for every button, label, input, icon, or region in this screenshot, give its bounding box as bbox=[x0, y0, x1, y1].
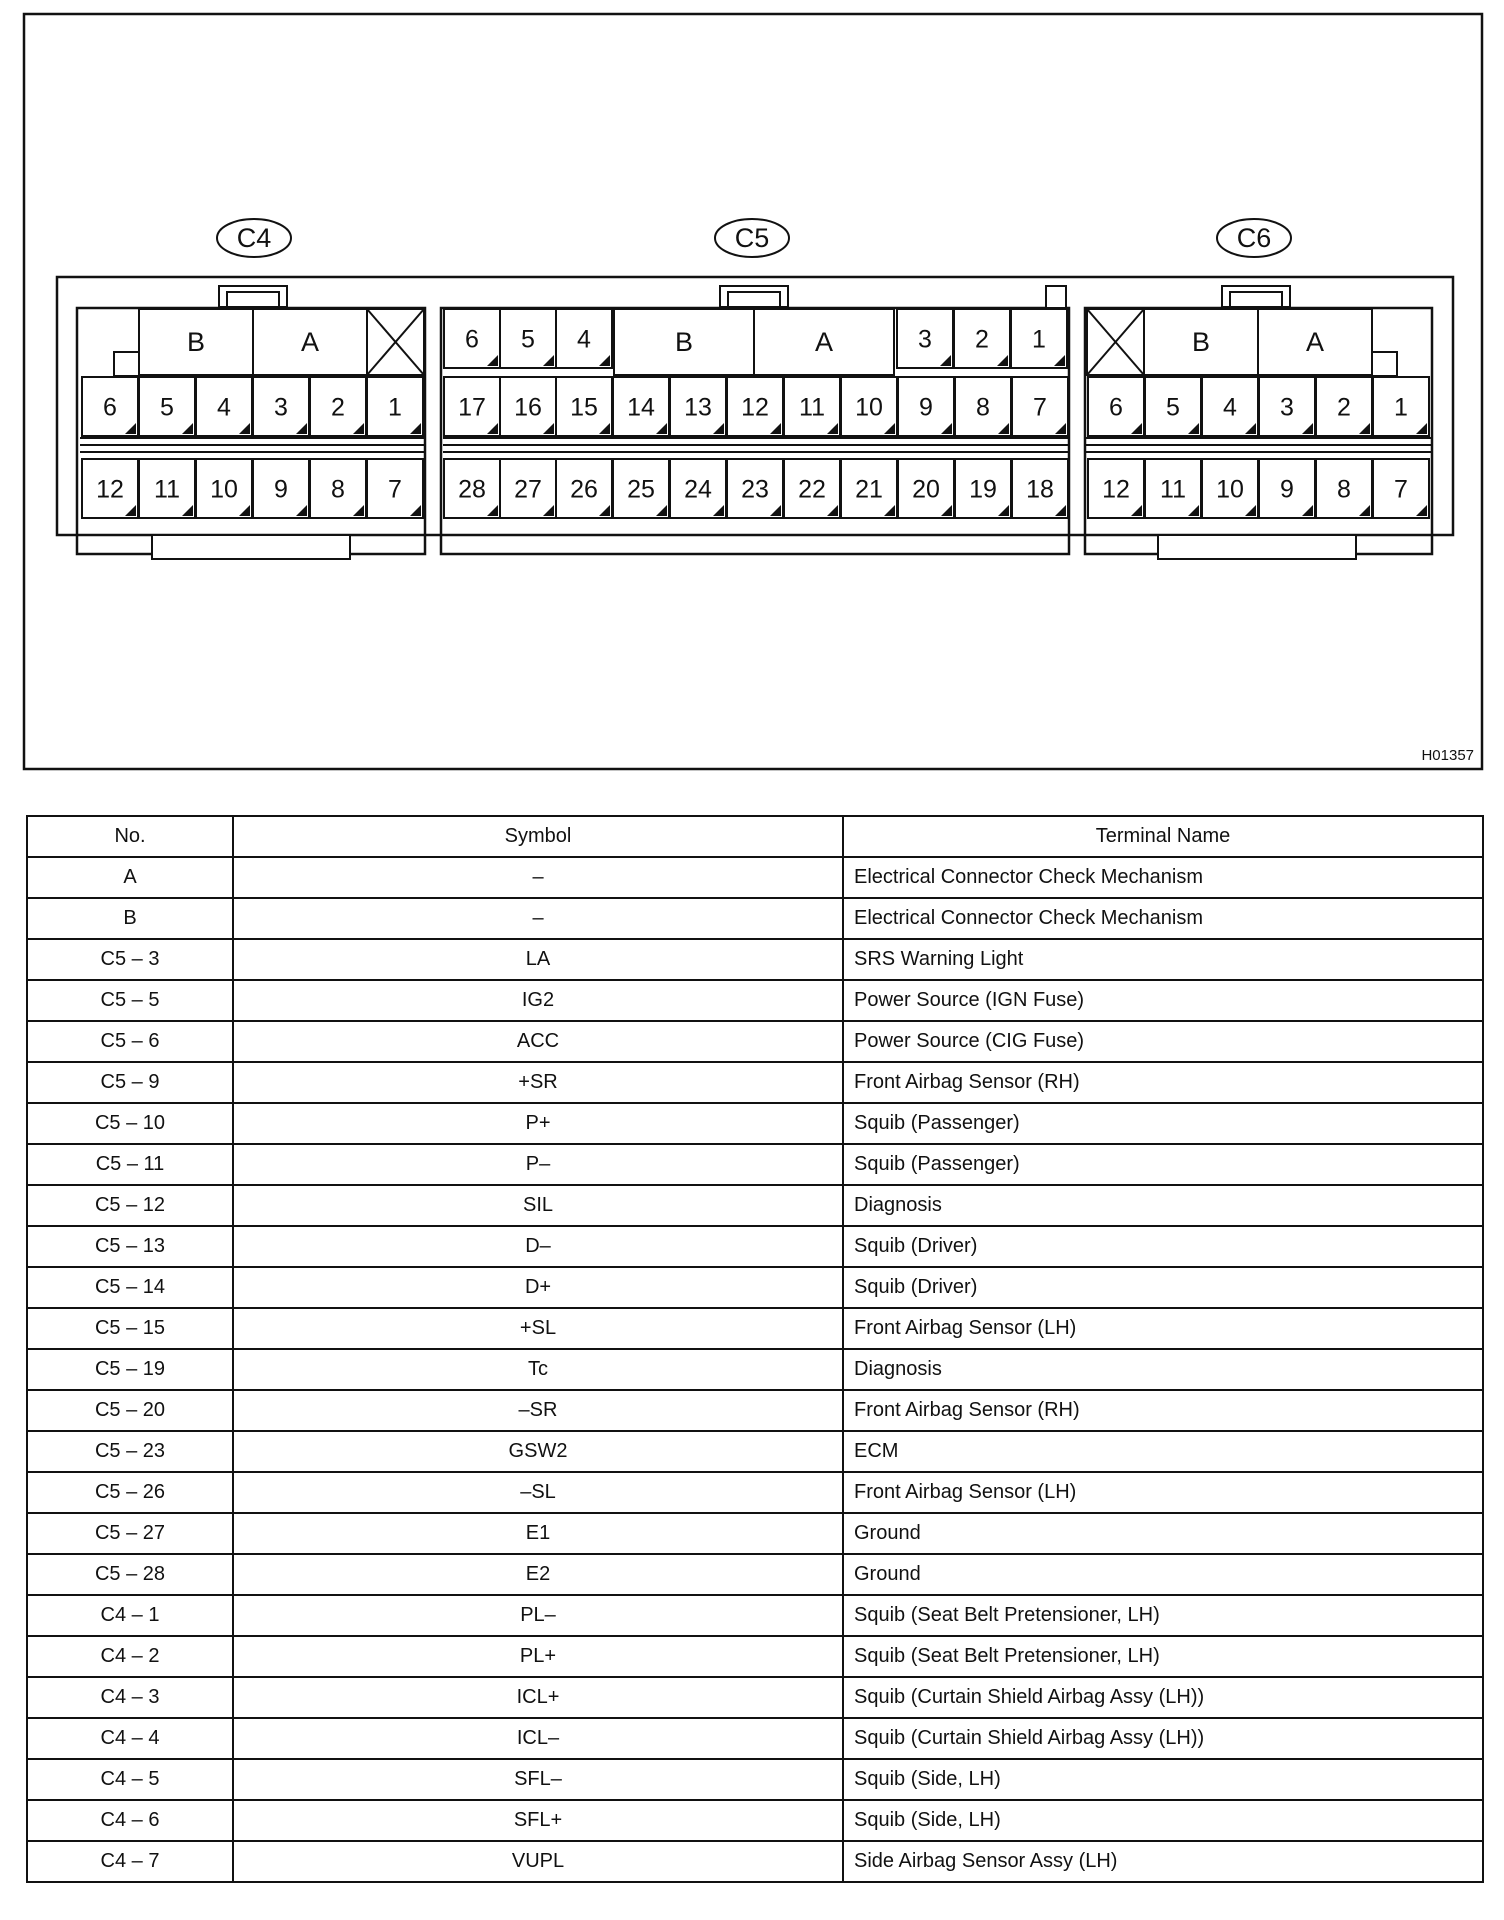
terminal-no: C4 – 1 bbox=[27, 1595, 233, 1636]
c5-pin-label: 6 bbox=[465, 325, 479, 354]
c4-check-a-label: A bbox=[300, 327, 320, 357]
c5-pin-label: 3 bbox=[918, 325, 932, 354]
c4-name: C4 bbox=[236, 223, 272, 253]
c6-pin-label: 12 bbox=[1102, 475, 1130, 504]
terminal-symbol: E2 bbox=[233, 1554, 843, 1595]
c5-pin-label: 1 bbox=[1032, 325, 1046, 354]
table-row bbox=[27, 1390, 1483, 1431]
c5-pin-label: 13 bbox=[684, 393, 712, 422]
terminal-name: Power Source (IGN Fuse) bbox=[843, 980, 1483, 1021]
c4-check-b-label: B bbox=[186, 327, 206, 357]
header-symbol: Symbol bbox=[233, 816, 843, 857]
figure-code: H01357 bbox=[1421, 747, 1474, 764]
latch-tab bbox=[219, 286, 287, 307]
terminal-no: C5 – 27 bbox=[27, 1513, 233, 1554]
terminal-no: A bbox=[27, 857, 233, 898]
c5-pin-label: 20 bbox=[912, 475, 940, 504]
latch-tab bbox=[1222, 286, 1290, 307]
terminal-no: C5 – 15 bbox=[27, 1308, 233, 1349]
table-row bbox=[27, 1062, 1483, 1103]
terminal-table bbox=[26, 815, 1484, 1883]
c6-guide-notch bbox=[1372, 352, 1397, 376]
terminal-symbol: IG2 bbox=[233, 980, 843, 1021]
terminal-no: C5 – 6 bbox=[27, 1021, 233, 1062]
terminal-symbol: LA bbox=[233, 939, 843, 980]
table-header-row bbox=[27, 816, 1483, 857]
c5-pin-label: 7 bbox=[1033, 393, 1047, 422]
terminal-name: Front Airbag Sensor (LH) bbox=[843, 1472, 1483, 1513]
terminal-name: Side Airbag Sensor Assy (LH) bbox=[843, 1841, 1483, 1882]
terminal-name: Electrical Connector Check Mechanism bbox=[843, 898, 1483, 939]
c6-pin-label: 11 bbox=[1160, 475, 1186, 504]
table-row bbox=[27, 1267, 1483, 1308]
terminal-no: C5 – 11 bbox=[27, 1144, 233, 1185]
table-row bbox=[27, 939, 1483, 980]
c6-pin-label: 4 bbox=[1223, 393, 1237, 422]
terminal-name: Squib (Curtain Shield Airbag Assy (LH)) bbox=[843, 1677, 1483, 1718]
c6-check-a-label: A bbox=[1305, 327, 1325, 357]
table-row bbox=[27, 1349, 1483, 1390]
c6-pin-label: 3 bbox=[1280, 393, 1294, 422]
c5-pin-label: 10 bbox=[855, 393, 883, 422]
c6-pin-label: 8 bbox=[1337, 475, 1351, 504]
diagram-content bbox=[80, 219, 1431, 559]
terminal-name: Ground bbox=[843, 1513, 1483, 1554]
c4-pin-label: 2 bbox=[331, 393, 345, 422]
terminal-name: Electrical Connector Check Mechanism bbox=[843, 857, 1483, 898]
table-row bbox=[27, 1185, 1483, 1226]
c4-pin-label: 3 bbox=[274, 393, 288, 422]
c4-guide-notch bbox=[114, 352, 139, 376]
table-row bbox=[27, 1103, 1483, 1144]
c5-pin-label: 11 bbox=[799, 393, 825, 422]
c5-pin-label: 19 bbox=[969, 475, 997, 504]
terminal-symbol: ACC bbox=[233, 1021, 843, 1062]
terminal-name: Squib (Seat Belt Pretensioner, LH) bbox=[843, 1595, 1483, 1636]
terminal-name: Squib (Seat Belt Pretensioner, LH) bbox=[843, 1636, 1483, 1677]
c6-name: C6 bbox=[1236, 223, 1272, 253]
c5-pin-label: 2 bbox=[975, 325, 989, 354]
terminal-name: Squib (Side, LH) bbox=[843, 1800, 1483, 1841]
c4-pin-label: 4 bbox=[217, 393, 231, 422]
c5-pin-label: 15 bbox=[570, 393, 598, 422]
table-row bbox=[27, 1513, 1483, 1554]
c5-pin-label: 12 bbox=[741, 393, 769, 422]
c5-pin-label: 24 bbox=[684, 475, 712, 504]
terminal-name: Front Airbag Sensor (LH) bbox=[843, 1308, 1483, 1349]
c4-bottom-rail bbox=[152, 535, 350, 559]
terminal-name: Squib (Side, LH) bbox=[843, 1759, 1483, 1800]
terminal-no: C5 – 14 bbox=[27, 1267, 233, 1308]
terminal-name: Diagnosis bbox=[843, 1349, 1483, 1390]
terminal-no: C5 – 19 bbox=[27, 1349, 233, 1390]
c4-pin-label: 12 bbox=[96, 475, 124, 504]
terminal-symbol: Tc bbox=[233, 1349, 843, 1390]
terminal-symbol: – bbox=[233, 857, 843, 898]
table-row bbox=[27, 1841, 1483, 1882]
terminal-symbol: SFL– bbox=[233, 1759, 843, 1800]
c4-pin-label: 1 bbox=[388, 393, 402, 422]
terminal-no: C5 – 5 bbox=[27, 980, 233, 1021]
terminal-symbol: PL– bbox=[233, 1595, 843, 1636]
terminal-symbol: E1 bbox=[233, 1513, 843, 1554]
c6-pin-label: 9 bbox=[1280, 475, 1294, 504]
terminal-symbol: VUPL bbox=[233, 1841, 843, 1882]
c5-pin-label: 25 bbox=[627, 475, 655, 504]
c5-corner-key bbox=[1046, 286, 1066, 308]
c5-pin-label: 21 bbox=[855, 475, 883, 504]
c6-pin-label: 7 bbox=[1394, 475, 1408, 504]
table-row bbox=[27, 980, 1483, 1021]
c5-pin-label: 23 bbox=[741, 475, 769, 504]
terminal-no: C4 – 6 bbox=[27, 1800, 233, 1841]
c4-pin-label: 7 bbox=[388, 475, 402, 504]
terminal-symbol: P+ bbox=[233, 1103, 843, 1144]
terminal-name: Squib (Driver) bbox=[843, 1267, 1483, 1308]
terminal-name: Power Source (CIG Fuse) bbox=[843, 1021, 1483, 1062]
terminal-no: C5 – 9 bbox=[27, 1062, 233, 1103]
c5-pin-label: 26 bbox=[570, 475, 598, 504]
c5-name: C5 bbox=[734, 223, 770, 253]
table-row bbox=[27, 1718, 1483, 1759]
terminal-no: C5 – 26 bbox=[27, 1472, 233, 1513]
terminal-no: C4 – 4 bbox=[27, 1718, 233, 1759]
c5-pin-label: 8 bbox=[976, 393, 990, 422]
table-row bbox=[27, 1431, 1483, 1472]
terminal-symbol: +SR bbox=[233, 1062, 843, 1103]
terminal-name: Front Airbag Sensor (RH) bbox=[843, 1390, 1483, 1431]
table-row bbox=[27, 1021, 1483, 1062]
terminal-no: C5 – 23 bbox=[27, 1431, 233, 1472]
latch-tab bbox=[720, 286, 788, 307]
table-row bbox=[27, 1554, 1483, 1595]
c6-pin-label: 5 bbox=[1166, 393, 1180, 422]
c6-pin-label: 10 bbox=[1216, 475, 1244, 504]
c5-pin-label: 27 bbox=[514, 475, 542, 504]
c4-pin-label: 10 bbox=[210, 475, 238, 504]
c4-pin-label: 8 bbox=[331, 475, 345, 504]
table-row bbox=[27, 1759, 1483, 1800]
terminal-no: C5 – 12 bbox=[27, 1185, 233, 1226]
c5-pin-label: 28 bbox=[458, 475, 486, 504]
c5-check-b-label: B bbox=[674, 327, 694, 357]
terminal-no: C5 – 3 bbox=[27, 939, 233, 980]
table-body bbox=[27, 857, 1483, 1882]
table-row bbox=[27, 1144, 1483, 1185]
terminal-symbol: SFL+ bbox=[233, 1800, 843, 1841]
terminal-name: Squib (Driver) bbox=[843, 1226, 1483, 1267]
table-row bbox=[27, 1636, 1483, 1677]
header-no: No. bbox=[27, 816, 233, 857]
terminal-name: SRS Warning Light bbox=[843, 939, 1483, 980]
c5-pin-label: 14 bbox=[627, 393, 655, 422]
terminal-name: Squib (Passenger) bbox=[843, 1144, 1483, 1185]
table-row bbox=[27, 1800, 1483, 1841]
terminal-name: Diagnosis bbox=[843, 1185, 1483, 1226]
terminal-no: C5 – 13 bbox=[27, 1226, 233, 1267]
terminal-name: Ground bbox=[843, 1554, 1483, 1595]
terminal-symbol: GSW2 bbox=[233, 1431, 843, 1472]
terminal-symbol: ICL+ bbox=[233, 1677, 843, 1718]
terminal-symbol: D+ bbox=[233, 1267, 843, 1308]
terminal-symbol: P– bbox=[233, 1144, 843, 1185]
terminal-symbol: +SL bbox=[233, 1308, 843, 1349]
terminal-no: C4 – 7 bbox=[27, 1841, 233, 1882]
connector-diagram bbox=[0, 0, 1504, 790]
terminal-no: C5 – 10 bbox=[27, 1103, 233, 1144]
table-row bbox=[27, 857, 1483, 898]
c5-pin-label: 17 bbox=[458, 393, 486, 422]
terminal-symbol: –SR bbox=[233, 1390, 843, 1431]
terminal-no: B bbox=[27, 898, 233, 939]
terminal-no: C5 – 20 bbox=[27, 1390, 233, 1431]
table-row bbox=[27, 1308, 1483, 1349]
c6-pin-label: 6 bbox=[1109, 393, 1123, 422]
terminal-no: C5 – 28 bbox=[27, 1554, 233, 1595]
c6-bottom-rail bbox=[1158, 535, 1356, 559]
c5-pin-label: 4 bbox=[577, 325, 591, 354]
c6-check-b-label: B bbox=[1191, 327, 1211, 357]
c6-pin-label: 2 bbox=[1337, 393, 1351, 422]
terminal-symbol: ICL– bbox=[233, 1718, 843, 1759]
terminal-symbol: – bbox=[233, 898, 843, 939]
terminal-name: Squib (Passenger) bbox=[843, 1103, 1483, 1144]
c5-check-a-label: A bbox=[814, 327, 834, 357]
terminal-no: C4 – 5 bbox=[27, 1759, 233, 1800]
c5-pin-label: 18 bbox=[1026, 475, 1054, 504]
c4-pin-label: 5 bbox=[160, 393, 174, 422]
table-row bbox=[27, 1595, 1483, 1636]
c4-pin-label: 11 bbox=[154, 475, 180, 504]
c5-pin-label: 16 bbox=[514, 393, 542, 422]
c4-pin-label: 6 bbox=[103, 393, 117, 422]
table-row bbox=[27, 1472, 1483, 1513]
c4-pin-label: 9 bbox=[274, 475, 288, 504]
terminal-no: C4 – 3 bbox=[27, 1677, 233, 1718]
terminal-symbol: SIL bbox=[233, 1185, 843, 1226]
terminal-symbol: –SL bbox=[233, 1472, 843, 1513]
terminal-symbol: PL+ bbox=[233, 1636, 843, 1677]
table-row bbox=[27, 1226, 1483, 1267]
c5-pin-label: 5 bbox=[521, 325, 535, 354]
c5-pin-label: 22 bbox=[798, 475, 826, 504]
table-row bbox=[27, 898, 1483, 939]
terminal-name: Squib (Curtain Shield Airbag Assy (LH)) bbox=[843, 1718, 1483, 1759]
table-row bbox=[27, 1677, 1483, 1718]
terminal-name: ECM bbox=[843, 1431, 1483, 1472]
terminal-symbol: D– bbox=[233, 1226, 843, 1267]
c5-pin-label: 9 bbox=[919, 393, 933, 422]
terminal-no: C4 – 2 bbox=[27, 1636, 233, 1677]
c6-pin-label: 1 bbox=[1394, 393, 1408, 422]
terminal-name: Front Airbag Sensor (RH) bbox=[843, 1062, 1483, 1103]
header-terminal-name: Terminal Name bbox=[843, 816, 1483, 857]
